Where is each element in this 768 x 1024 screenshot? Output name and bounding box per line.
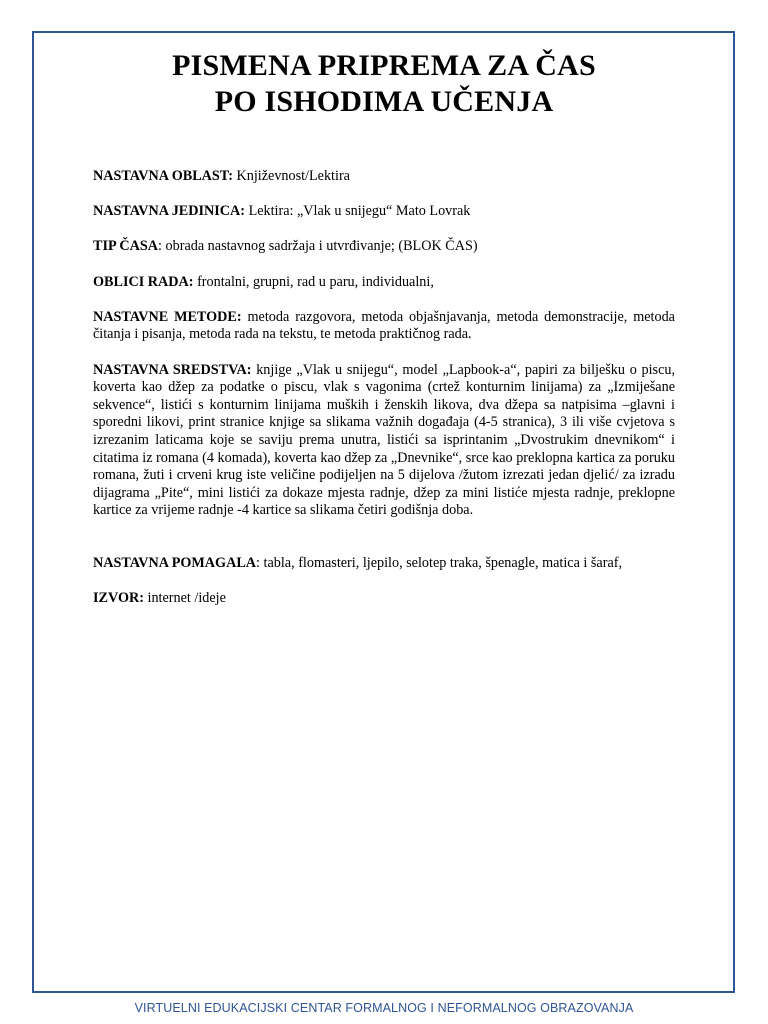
field-label: NASTAVNA JEDINICA:: [93, 203, 246, 220]
field-tip-casa: [93, 238, 675, 256]
field-label: IZVOR:: [93, 590, 144, 607]
title-line-1: PISMENA PRIPREMA ZA ČAS: [172, 49, 596, 82]
document-title: [0, 48, 768, 120]
field-value: : obrada nastavnog sadržaja i utvrđivanje; (BLOK ČAS): [158, 238, 478, 255]
field-nastavna-sredstva: [93, 362, 675, 520]
field-label: OBLICI RADA:: [93, 273, 194, 290]
field-label: NASTAVNE METODE:: [93, 308, 242, 325]
field-value: metoda razgovora, metoda objašnjavanja, metoda demonstracije, metoda čitanja i pisanja, metoda rada na tekstu, te metoda praktičnog rada.: [93, 308, 675, 343]
field-value: knjige „Vlak u snijegu“, model „Lapbook-a“, papiri za bilješku o piscu, koverta kao džep za podatke o piscu, vlak s vagonima (crtež konturnim linijama) za „Izmiješane sekvence“, listići s konturnim linijama muških i ženskih likova, dva džepa sa natpisima –glavni i sporedni likovi, print stranice knjige sa slikama važnih događaja (4-5 stranica), 3 ili više cvjetova s izrezanim laticama koje se saviju prema unutra, listići sa isprintanim „Dvostrukim dnevnikom“ i citatima iz romana (4 komada), koverta kao džep za „Dnevnike“, srce kao preklopna kartica za poruku romana, žuti i crveni krug iste veličine podijeljen na 5 dijelova /žutom izrezati jedan djelić/ za izradu dijagrama „Pite“, mini listići za dokaze mjesta radnje, džep za mini listiće mjesta radnje, preklopne kartice za vrijeme radnje -4 kartice sa slikama četiri godišnja doba.: [93, 361, 676, 519]
field-value: Književnost/Lektira: [232, 168, 350, 184]
field-nastavna-jedinica: [93, 203, 675, 221]
title-line-2: PO ISHODIMA UČENJA: [214, 85, 554, 118]
field-oblici-rada: [93, 274, 675, 292]
field-value: Lektira: „Vlak u snijegu“ Mato Lovrak: [245, 203, 471, 220]
field-value: : tabla, flomasteri, ljepilo, selotep traka, špenagle, matica i šaraf,: [256, 554, 623, 571]
field-value: internet /ideje: [143, 590, 226, 607]
field-label: NASTAVNA SREDSTVA:: [93, 361, 252, 378]
lesson-plan-body: [93, 168, 675, 625]
field-value: frontalni, grupni, rad u paru, individualni,: [193, 273, 434, 290]
field-label: TIP ČASA: [93, 238, 159, 255]
field-label: NASTAVNA POMAGALA: [93, 554, 257, 571]
page-footer: VIRTUELNI EDUKACIJSKI CENTAR FORMALNOG I NEFORMALNOG OBRAZOVANJA: [134, 1001, 634, 1015]
field-label: NASTAVNA OBLAST:: [93, 168, 233, 184]
field-nastavna-pomagala: [93, 555, 675, 573]
field-nastavna-oblast: [93, 168, 675, 186]
field-nastavne-metode: [93, 309, 675, 344]
field-izvor: [93, 590, 675, 608]
